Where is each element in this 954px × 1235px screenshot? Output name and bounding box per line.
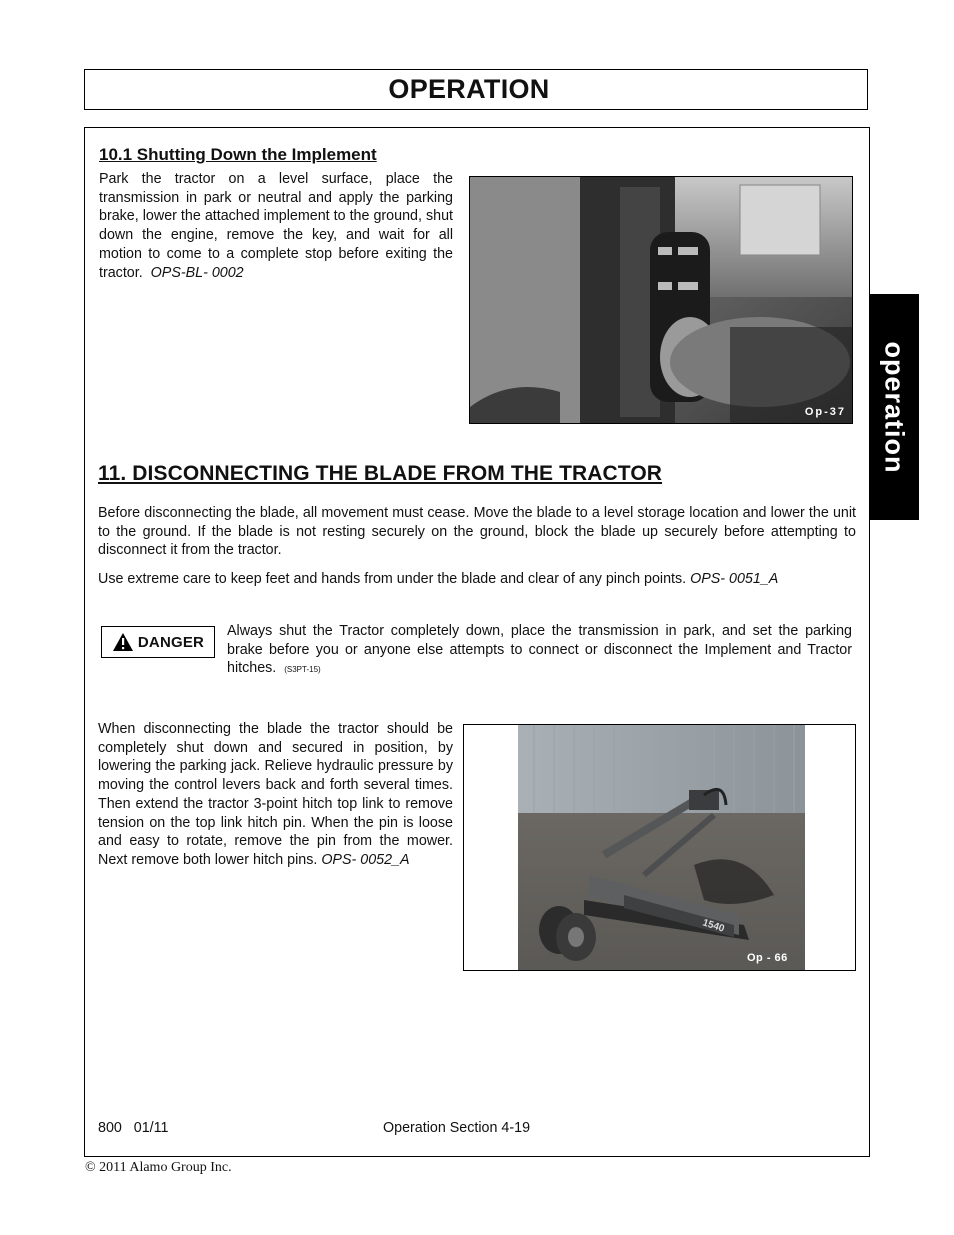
section-10-1-text: Park the tractor on a level surface, place the transmission in park or neutral and apply the parking brake, lower the attached implement to the ground, shut down the engine, remove the key, and wait for all motion to come to a complete stop before exiting the tractor.: [99, 171, 453, 281]
tractor-control-illustration: [470, 177, 853, 424]
danger-code: (S3PT-15): [284, 665, 321, 675]
section-11-para2-ref: OPS- 0051_A: [690, 571, 779, 587]
section-10-1-body: [99, 170, 453, 282]
section-11-para2-text: Use extreme care to keep feet and hands from under the blade and clear of any pinch points.: [98, 571, 687, 587]
blade-illustration: [464, 725, 856, 971]
danger-badge: [101, 626, 215, 658]
side-tab: [869, 294, 919, 520]
page-title: OPERATION: [388, 74, 550, 104]
copyright: © 2011 Alamo Group Inc.: [85, 1160, 232, 1175]
section-11-para3-ref: OPS- 0052_A: [321, 851, 410, 868]
footer-center: Operation Section 4-19: [383, 1120, 531, 1136]
section-11-para3: [98, 720, 453, 870]
danger-text: Always shut the Tractor completely down, place the transmission in park, and set the parking brake before you or anyone else attempts to connect or disconnect the Implement and Tractor hitches.: [227, 623, 852, 677]
warning-triangle-icon: [112, 632, 134, 652]
photo-label-op-37: Op-37: [804, 406, 846, 418]
danger-label: DANGER: [137, 633, 205, 651]
section-11-para1: Before disconnecting the blade, all movement must cease. Move the blade to a level storage location and lower the unit to the ground. If the blade is not resting securely on the ground, block the blade up securely before attempting to disconnect it from the tractor.: [98, 505, 856, 559]
footer-left: 800 01/11: [98, 1120, 169, 1136]
tractor-control-photo: [469, 176, 853, 424]
section-11-para3-text: When disconnecting the blade the tractor should be completely shut down and secured in position, by lowering the parking jack. Relieve hydraulic pressure by moving the control levers back and forth several times. Then extend the tractor 3-point hitch top link to remove tension on the top link hitch pin. When the pin is loose and easy to rotate, remove the pin from the mower. Next remove both lower hitch pins.: [98, 721, 453, 868]
photo-label-op-66: Op - 66: [747, 952, 788, 964]
blade-model-number: 1540: [701, 917, 726, 935]
side-tab-label: operation: [879, 340, 910, 474]
section-11-para2: [98, 570, 856, 589]
blade-photo: [463, 724, 856, 971]
section-11-heading: 11. DISCONNECTING THE BLADE FROM THE TRACTOR: [98, 462, 663, 485]
danger-message: [227, 622, 852, 680]
header-box: [84, 69, 868, 110]
section-10-1-ref: OPS-BL- 0002: [150, 264, 244, 281]
section-10-1-heading: 10.1 Shutting Down the Implement: [99, 145, 377, 164]
